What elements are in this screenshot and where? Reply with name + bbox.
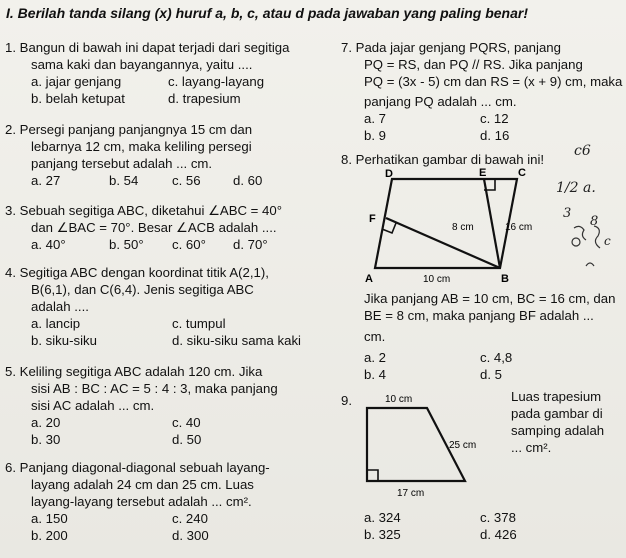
q4-line1: 4. Segitiga ABC dengan koordinat titik A(2,1),: [5, 265, 269, 280]
q5-line1: 5. Keliling segitiga ABC adalah 120 cm. Jika: [5, 364, 263, 379]
q3-line1: 3. Sebuah segitiga ABC, diketahui ∠ABC = 40°: [5, 203, 282, 218]
q9-side-line1: Luas trapesium: [511, 389, 602, 404]
handwritten-note-4: 8: [590, 214, 599, 229]
q5-option-c[interactable]: c. 40: [172, 415, 201, 430]
handwritten-note-2: 1/2 a.: [556, 180, 596, 196]
q8-option-a[interactable]: a. 2: [364, 350, 386, 365]
q2-option-b[interactable]: b. 54: [109, 173, 139, 188]
q6-option-d[interactable]: d. 300: [172, 528, 209, 543]
q1-line1: 1. Bangun di bawah ini dapat terjadi dari segitiga: [5, 40, 290, 55]
q3-option-c[interactable]: c. 60°: [172, 237, 206, 252]
q8-option-b[interactable]: b. 4: [364, 367, 386, 382]
q6-line1: 6. Panjang diagonal-diagonal sebuah layang-: [5, 460, 270, 475]
q7-line2: PQ = RS, dan PQ // RS. Jika panjang: [364, 57, 583, 72]
q7-option-b[interactable]: b. 9: [364, 128, 386, 143]
q9-number: 9.: [341, 393, 352, 408]
q5-option-a[interactable]: a. 20: [31, 415, 61, 430]
q4-option-d[interactable]: d. siku-siku sama kaki: [172, 333, 301, 348]
handwritten-note-1: c6: [574, 143, 591, 159]
q7-line3: PQ = (3x - 5) cm dan RS = (x + 9) cm, maka: [364, 74, 623, 89]
q4-line2: B(6,1), dan C(6,4). Jenis segitiga ABC: [31, 282, 254, 297]
vertex-a: A: [365, 273, 373, 285]
q2-option-d[interactable]: d. 60: [233, 173, 263, 188]
q8-line1: 8. Perhatikan gambar di bawah ini!: [341, 152, 545, 167]
parallelogram-figure: [355, 166, 540, 286]
q3-option-a[interactable]: a. 40°: [31, 237, 66, 252]
instruction-header: I. Berilah tanda silang (x) huruf a, b, c, atau d pada jawaban yang paling benar!: [6, 5, 528, 21]
q2-option-a[interactable]: a. 27: [31, 173, 61, 188]
q7-line4: panjang PQ adalah ... cm.: [364, 94, 517, 109]
q2-option-c[interactable]: c. 56: [172, 173, 201, 188]
q6-option-c[interactable]: c. 240: [172, 511, 208, 526]
q1-option-b[interactable]: b. belah ketupat: [31, 91, 125, 106]
q7-option-a[interactable]: a. 7: [364, 111, 386, 126]
vertex-e: E: [479, 167, 487, 179]
label-be-8cm: 8 cm: [452, 222, 474, 233]
q4-option-a[interactable]: a. lancip: [31, 316, 81, 331]
q9-side-line3: samping adalah: [511, 423, 605, 438]
q6-line2: layang adalah 24 cm dan 25 cm. Luas: [31, 477, 254, 492]
handwritten-note-5: c: [604, 234, 611, 248]
q7-option-c[interactable]: c. 12: [480, 111, 509, 126]
q3-option-d[interactable]: d. 70°: [233, 237, 268, 252]
q9-option-a[interactable]: a. 324: [364, 510, 401, 525]
q3-option-b[interactable]: b. 50°: [109, 237, 144, 252]
q5-option-d[interactable]: d. 50: [172, 432, 202, 447]
handwritten-note-3: 3: [563, 206, 572, 221]
q9-option-b[interactable]: b. 325: [364, 527, 401, 542]
label-bc-16cm: 16 cm: [505, 222, 533, 233]
q8-line2: Jika panjang AB = 10 cm, BC = 16 cm, dan: [364, 291, 616, 306]
q3-line2: dan ∠BAC = 70°. Besar ∠ACB adalah ....: [31, 220, 277, 235]
q9-side-line2: pada gambar di: [511, 406, 603, 421]
q6-option-b[interactable]: b. 200: [31, 528, 68, 543]
q1-option-a[interactable]: a. jajar genjang: [31, 74, 122, 89]
q9-option-d[interactable]: d. 426: [480, 527, 517, 542]
q8-line3: BE = 8 cm, maka panjang BF adalah ...: [364, 308, 594, 323]
q1-line2: sama kaki dan bayangannya, yaitu ....: [31, 57, 253, 72]
q4-option-b[interactable]: b. siku-siku: [31, 333, 97, 348]
vertex-b: B: [501, 273, 509, 285]
label-top-10cm: 10 cm: [385, 394, 413, 405]
q8-option-d[interactable]: d. 5: [480, 367, 502, 382]
q4-option-c[interactable]: c. tumpul: [172, 316, 226, 331]
q9-option-c[interactable]: c. 378: [480, 510, 516, 525]
q7-line1: 7. Pada jajar genjang PQRS, panjang: [341, 40, 561, 55]
q2-line3: panjang tersebut adalah ... cm.: [31, 156, 213, 171]
handwritten-scribble-marks: [566, 218, 618, 288]
q2-line1: 2. Persegi panjang panjangnya 15 cm dan: [5, 122, 253, 137]
trapezoid-figure: [355, 390, 495, 502]
q5-option-b[interactable]: b. 30: [31, 432, 61, 447]
label-ab-10cm: 10 cm: [423, 274, 451, 285]
q8-option-c[interactable]: c. 4,8: [480, 350, 513, 365]
q2-line2: lebarnya 12 cm, maka keliling persegi: [31, 139, 252, 154]
q7-option-d[interactable]: d. 16: [480, 128, 510, 143]
label-bottom-17cm: 17 cm: [397, 488, 425, 499]
right-angle-trapezoid: [367, 470, 378, 481]
vertex-d: D: [385, 168, 393, 180]
q1-option-d[interactable]: d. trapesium: [168, 91, 241, 106]
q9-side-line4: ... cm².: [511, 440, 552, 455]
q5-line2: sisi AB : BC : AC = 5 : 4 : 3, maka panjang: [31, 381, 278, 396]
q6-line3: layang-layang tersebut adalah ... cm².: [31, 494, 252, 509]
vertex-f: F: [369, 213, 376, 225]
q4-line3: adalah ....: [31, 299, 89, 314]
q6-option-a[interactable]: a. 150: [31, 511, 68, 526]
q1-option-c[interactable]: c. layang-layang: [168, 74, 265, 89]
vertex-c: C: [518, 167, 526, 179]
height-be-line: [484, 179, 500, 268]
q5-line3: sisi AC adalah ... cm.: [31, 398, 155, 413]
q8-line4: cm.: [364, 329, 386, 344]
label-side-25cm: 25 cm: [449, 440, 477, 451]
height-bf-line: [386, 218, 500, 268]
